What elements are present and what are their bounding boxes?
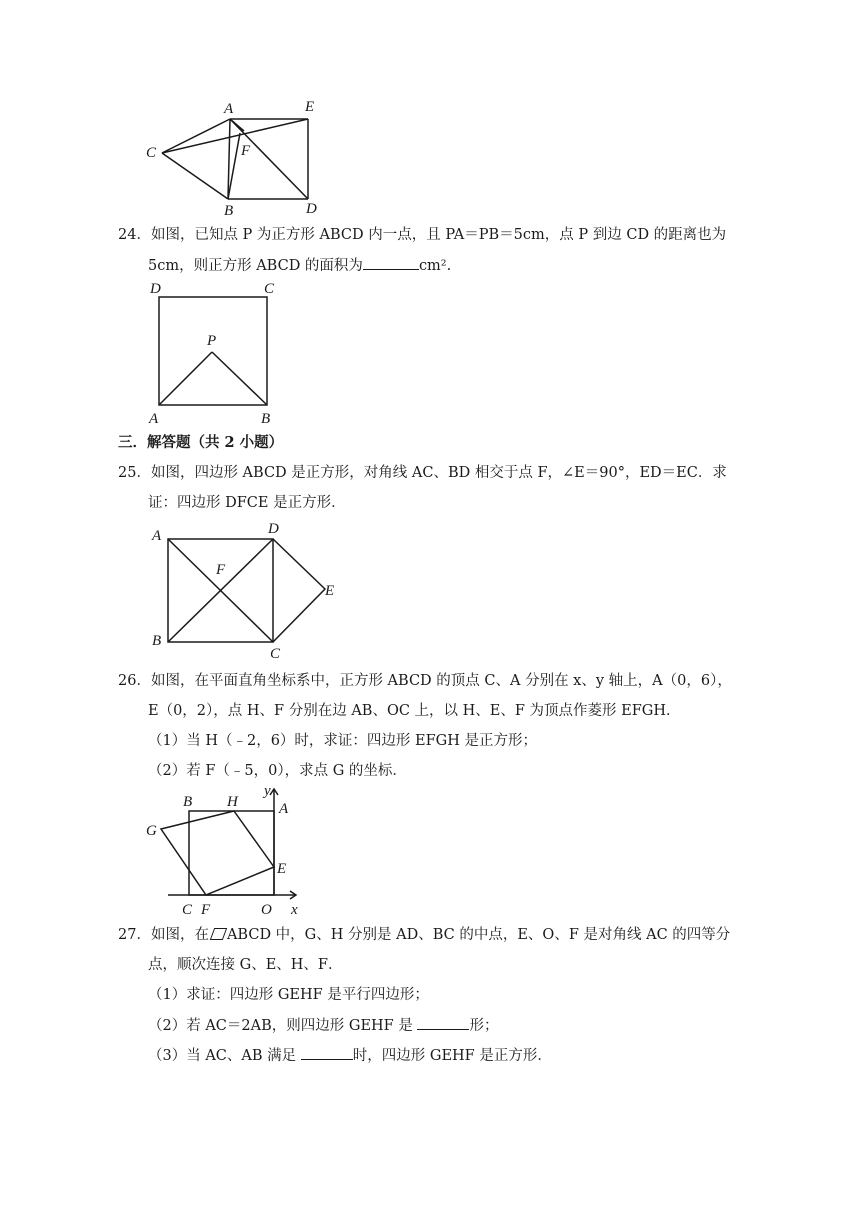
label-C: C: [182, 902, 193, 918]
label-F: F: [241, 143, 251, 159]
question-27-part-3-text: （3）当 AC、AB 满足: [148, 1048, 301, 1064]
label-A: A: [224, 101, 234, 117]
answer-blank-27-2[interactable]: [417, 1015, 469, 1030]
label-A: A: [149, 411, 159, 427]
label-x: x: [291, 902, 298, 918]
question-27-line-2: 点，顺次连接 G、E、H、F．: [148, 957, 343, 973]
label-C: C: [270, 646, 281, 662]
question-27-part-1: （1）求证：四边形 GEHF 是平行四边形；: [148, 987, 429, 1003]
label-A: A: [279, 801, 289, 817]
label-G: G: [146, 823, 157, 839]
label-P: P: [207, 333, 217, 349]
label-E: E: [325, 583, 335, 599]
question-27-intro: 27．如图，在: [118, 927, 209, 943]
question-24-unit: cm².: [418, 258, 452, 274]
question-24-line-1: 24．如图，已知点 P 为正方形 ABCD 内一点，且 PA＝PB＝5cm，点 P 到边 CD 的距离也为: [118, 227, 727, 243]
label-D: D: [268, 521, 279, 537]
answer-blank-27-3[interactable]: [301, 1045, 353, 1060]
label-H: H: [227, 794, 238, 810]
square-ABCO: [189, 811, 274, 895]
question-26-part-2: （2）若 F（﹣5，0），求点 G 的坐标．: [148, 763, 407, 779]
label-E: E: [305, 99, 315, 115]
figure-q24: [140, 278, 290, 428]
question-27-part-2: [148, 1015, 498, 1036]
label-F: F: [201, 902, 211, 918]
label-C: C: [264, 281, 275, 297]
question-27-line-1: [118, 925, 730, 945]
label-E: E: [277, 861, 287, 877]
label-F: F: [216, 562, 226, 578]
label-B: B: [152, 633, 162, 649]
question-27-part-2-end: 形；: [469, 1018, 499, 1034]
answer-blank-24[interactable]: [363, 255, 419, 270]
parallelogram-icon: [210, 928, 227, 940]
question-27-statement: ABCD 中，G、H 分别是 AD、BC 的中点，E、O、F 是对角线 AC 的四等分: [226, 927, 731, 943]
figure-q23: [140, 95, 330, 220]
label-B: B: [183, 794, 193, 810]
label-B: B: [261, 411, 271, 427]
rhombus-EFGH: [161, 811, 274, 895]
question-24-text-before-blank: 5cm，则正方形 ABCD 的面积为: [148, 258, 363, 274]
question-26-line-2: E（0，2），点 H、F 分别在边 AB、OC 上，以 H、E、F 为顶点作菱形 EFGH．: [148, 703, 681, 719]
question-26-part-1: （1）当 H（﹣2，6）时，求证：四边形 EFGH 是正方形；: [148, 733, 538, 749]
question-24-line-2: [148, 255, 451, 276]
figure-q25: [140, 518, 350, 663]
label-D: D: [150, 281, 161, 297]
figure-q23-lines: [162, 119, 308, 199]
question-27-part-3-end: 时，四边形 GEHF 是正方形．: [352, 1048, 552, 1064]
label-y: y: [264, 783, 271, 799]
section-heading: 三．解答题（共 2 小题）: [118, 434, 284, 451]
question-25-line-2: 证：四边形 DFCE 是正方形．: [148, 495, 346, 511]
label-O: O: [261, 902, 272, 918]
question-27-part-3: [148, 1045, 552, 1066]
label-A: A: [152, 528, 162, 544]
label-B: B: [224, 203, 234, 219]
label-D: D: [306, 201, 317, 217]
figure-q26: [140, 783, 310, 918]
question-25-line-1: 25．如图，四边形 ABCD 是正方形，对角线 AC、BD 相交于点 F，∠E＝90°，ED＝EC．求: [118, 465, 727, 481]
question-26-line-1: 26．如图，在平面直角坐标系中，正方形 ABCD 的顶点 C、A 分别在 x、y 轴上，A（0，6），: [118, 673, 732, 689]
label-C: C: [146, 145, 157, 161]
question-27-part-2-text: （2）若 AC＝2AB，则四边形 GEHF 是: [148, 1018, 418, 1034]
